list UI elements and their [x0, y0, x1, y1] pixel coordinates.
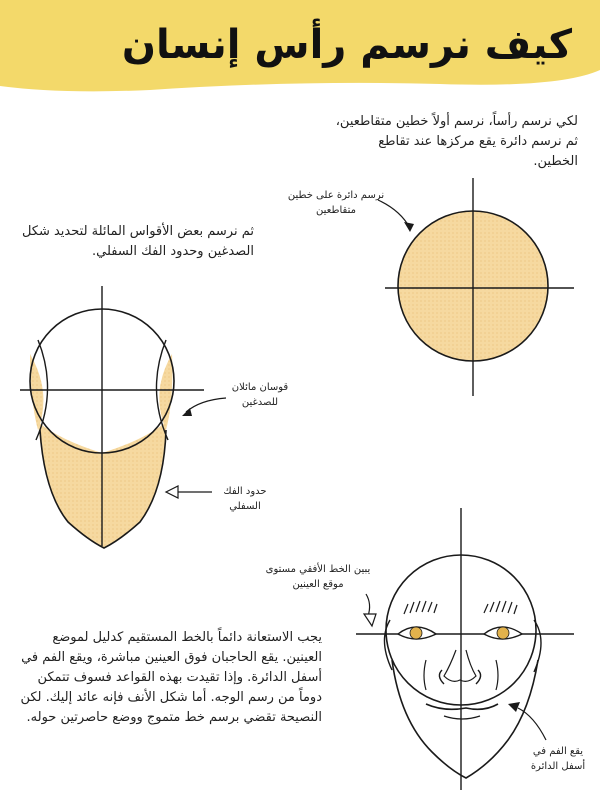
label-jaw: حدود الفك السفلي — [223, 486, 267, 512]
nose — [444, 650, 476, 681]
page-title: كيف نرسم رأس إنسان — [121, 22, 572, 68]
label-temples: قوسان مائلان للصدغين — [231, 382, 289, 408]
label-circle: نرسم دائرة على خطين متقاطعين — [287, 190, 385, 216]
cheek-right — [496, 660, 498, 690]
step3-text: يجب الاستعانة دائماً بالخط المستقيم كدليل لموضع العينين. يقع الحاجبان فوق العينين مباشرة، ويقع الفم في أسفل الدائرة. وإذا تقيدت بهذه القواعد فسوف تتمكن دوماً من رسم الوجه. أما شكل الأنف فإنه عائد إليك. لكن النصيحة تقضي برسم خط متموج ووضع حاصرتين حوله. — [20, 630, 322, 725]
step2-text: ثم نرسم بعض الأقواس المائلة لتحديد شكل الصدغين وحدود الفك السفلي. — [21, 224, 254, 259]
figure-circle-crosshair — [378, 178, 574, 396]
arrowhead-mouth — [508, 702, 520, 712]
eyebrow-left — [404, 601, 437, 614]
eyebrow-right — [484, 601, 517, 614]
temple-right-fill — [159, 354, 172, 430]
figure-temples-jaw — [20, 286, 226, 548]
label-mouth: يقع الفم في أسفل الدائرة — [530, 746, 586, 772]
lower-lip — [444, 716, 480, 719]
label-eyes: يبين الخط الأفقي مستوى موقع العينين — [265, 564, 371, 590]
arrow-eyes — [366, 594, 370, 616]
nostril-right — [476, 670, 481, 684]
arrowhead-circle — [404, 222, 414, 232]
figure-face — [356, 508, 574, 790]
arrowhead-jaw — [166, 486, 178, 498]
arrowhead-eyes — [364, 614, 376, 626]
arrow-temples — [186, 398, 226, 412]
iris-right — [497, 627, 509, 639]
intro-text: لكي نرسم رأساً، نرسم أولاً خطين متقاطعين، ثم نرسم دائرة يقع مركزها عند تقاطع الخطين. — [335, 114, 578, 169]
arrow-mouth — [518, 708, 546, 740]
cheek-left — [424, 660, 426, 690]
nostril-left — [439, 670, 444, 684]
iris-left — [410, 627, 422, 639]
